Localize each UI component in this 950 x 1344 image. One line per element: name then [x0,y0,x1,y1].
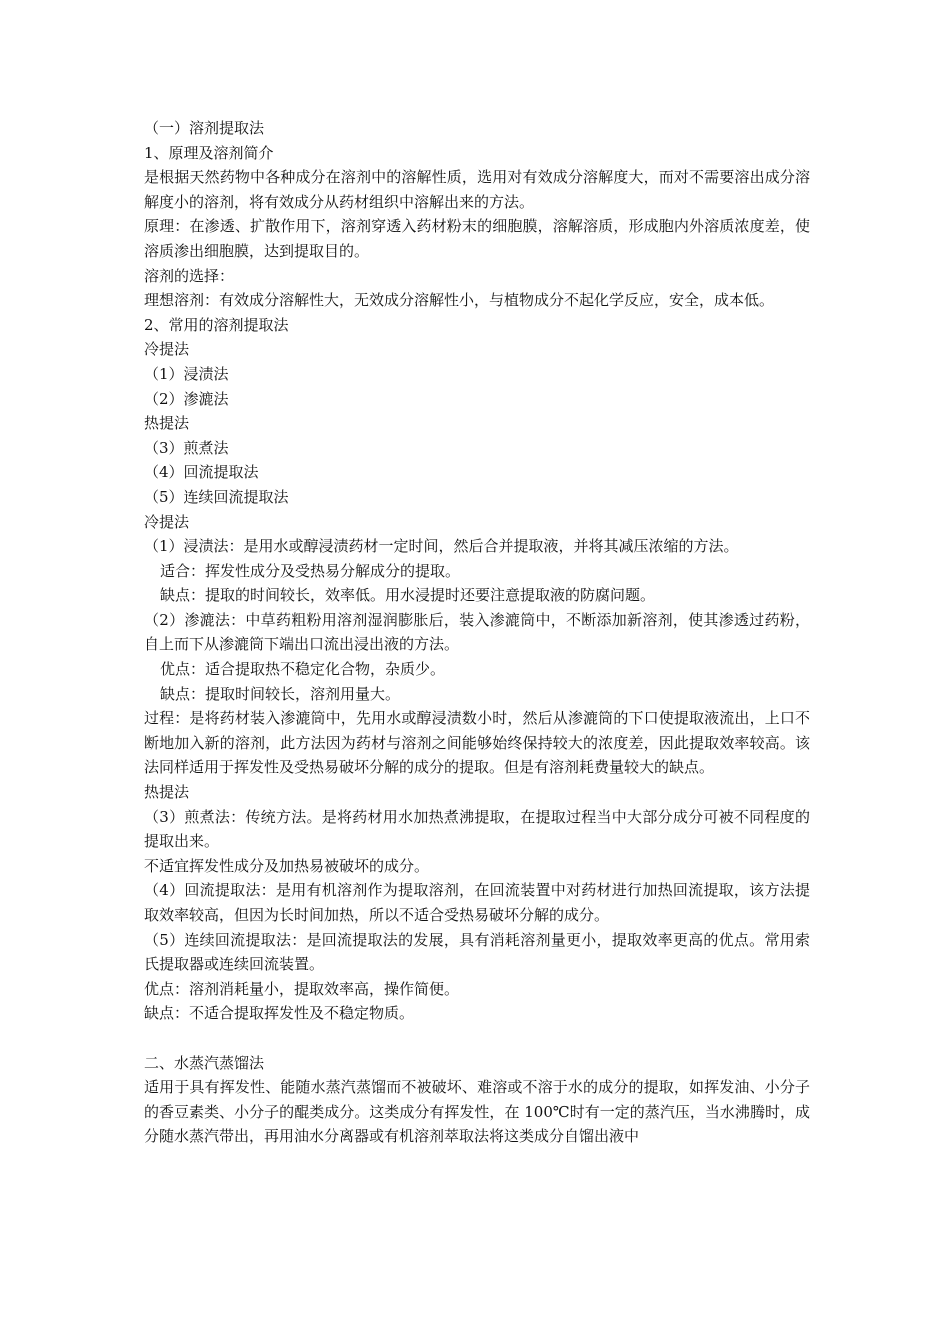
paragraph-maceration-drawback: 缺点：提取的时间较长，效率低。用水浸提时还要注意提取液的防腐问题。 [160,586,656,605]
section-heading-steam-distillation: 二、水蒸汽蒸馏法 [144,1053,265,1072]
label-hot-extraction-detail: 热提法 [144,783,190,802]
paragraph-maceration-suitable: 适合：挥发性成分及受热易分解成分的提取。 [160,561,461,580]
subheading-principle: 1、原理及溶剂简介 [144,143,274,162]
paragraph-decoction-unsuitable: 不适宜挥发性成分及加热易被破坏的成分。 [144,856,430,875]
section-heading-solvent-extraction: （一）溶剂提取法 [144,119,265,137]
list-item-decoction: （3）煎煮法 [144,438,229,457]
paragraph-ideal-solvent: 理想溶剂：有效成分溶解性大，无效成分溶解性小，与植物成分不起化学反应，安全，成本低。 [144,291,775,310]
label-cold-extraction: 冷提法 [144,340,190,359]
paragraph-steam-distillation: 适用于具有挥发性、能随水蒸汽蒸馏而不被破坏、难溶或不溶于水的成分的提取，如挥发油、小分子的香豆素类、小分子的醌类成分。这类成分有挥发性，在 100℃时有一定的蒸汽压，当水沸腾时，成分随水蒸汽带出，再用油水分离器或有机溶剂萃取法将这类成分自馏出液中 [144,1078,810,1146]
paragraph-percolation: （2）渗漉法：中草药粗粉用溶剂湿润膨胀后，装入渗漉筒中，不断添加新溶剂，使其渗透过药粉，自上而下从渗漉筒下端出口流出浸出液的方法。 [144,610,810,654]
paragraph-continuous-reflux: （5）连续回流提取法：是回流提取法的发展，具有消耗溶剂量更小，提取效率更高的优点。常用索氏提取器或连续回流装置。 [144,930,810,974]
list-item-reflux: （4）回流提取法 [144,463,259,482]
list-item-maceration: （1）浸渍法 [144,364,229,383]
blank-line [144,1026,810,1051]
paragraph-percolation-process: 过程：是将药材装入渗漉筒中，先用水或醇浸渍数小时，然后从渗漉筒的下口使提取液流出，上口不断地加入新的溶剂，此方法因为药材与溶剂之间能够始终保持较大的浓度差，因此提取效率较高。该法同样适用于挥发性及受热易破坏分解的成分的提取。但是有溶剂耗费量较大的缺点。 [144,709,810,777]
paragraph-percolation-advantage: 优点：适合提取热不稳定化合物，杂质少。 [160,660,446,679]
paragraph-principle: 原理：在渗透、扩散作用下，溶剂穿透入药材粉末的细胞膜，溶解溶质，形成胞内外溶质浓度差，使溶质渗出细胞膜，达到提取目的。 [144,217,810,260]
paragraph-continuous-reflux-advantage: 优点：溶剂消耗量小，提取效率高，操作简便。 [144,979,460,998]
list-item-percolation: （2）渗漉法 [144,389,229,408]
list-item-continuous-reflux: （5）连续回流提取法 [144,487,289,506]
paragraph-decoction: （3）煎煮法：传统方法。是将药材用水加热煮沸提取，在提取过程当中大部分成分可被不同程度的提取出来。 [144,807,810,851]
paragraph-continuous-reflux-drawback: 缺点：不适合提取挥发性及不稳定物质。 [144,1004,415,1023]
label-solvent-choice: 溶剂的选择： [144,266,235,285]
paragraph-reflux: （4）回流提取法：是用有机溶剂作为提取溶剂，在回流装置中对药材进行加热回流提取，该方法提取效率较高，但因为长时间加热，所以不适合受热易破坏分解的成分。 [144,881,810,924]
paragraph-percolation-drawback: 缺点：提取时间较长，溶剂用量大。 [160,684,401,703]
paragraph-definition: 是根据天然药物中各种成分在溶剂中的溶解性质，选用对有效成分溶解度大，而对不需要溶出成分溶解度小的溶剂，将有效成分从药材组织中溶解出来的方法。 [144,168,810,211]
document-body [144,116,810,1149]
paragraph-maceration: （1）浸渍法：是用水或醇浸渍药材一定时间，然后合并提取液，并将其减压浓缩的方法。 [144,537,739,556]
label-hot-extraction: 热提法 [144,414,190,433]
label-cold-extraction-detail: 冷提法 [144,512,190,531]
subheading-common-methods: 2、常用的溶剂提取法 [144,315,289,334]
